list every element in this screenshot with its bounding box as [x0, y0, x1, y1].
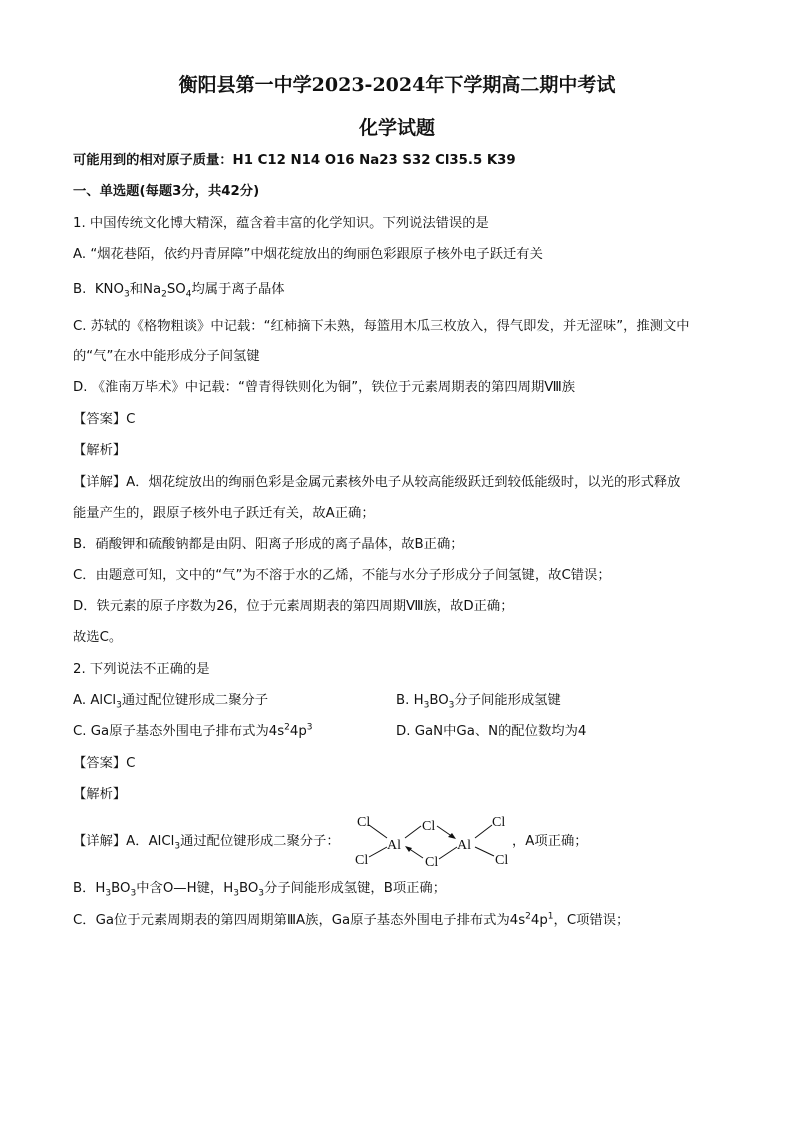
bond-al-cl-right-bottom — [475, 847, 494, 856]
q1-conclusion: 故选C。 — [73, 630, 123, 645]
q1-option-a: A. “烟花巷陌，依约丹青屏障”中烟花绽放出的绚丽色彩跟原子核外电子跃迁有关 — [73, 247, 543, 262]
bond-al-cl-right-top — [475, 825, 492, 838]
diagram-cl-top-left: Cl — [357, 815, 371, 830]
arrowhead-bottom — [405, 846, 412, 852]
q1-detail-d: D．铁元素的原子序数为26，位于元素周期表的第四周期Ⅷ族，故D正确； — [73, 599, 514, 614]
q2-detail-b: B．$H_3BO_3$中含O—H键，$H_3BO_3$分子间能形成氢键，B项正确； — [73, 881, 447, 899]
atomic-masses: 可能用到的相对原子质量：H1 C12 N14 O16 Na23 S32 Cl35.5 K39 — [73, 153, 516, 168]
q1-detail-b: B．硝酸钾和硫酸钠都是由阴、阳离子形成的离子晶体，故B正确； — [73, 537, 464, 552]
q2-stem: 2. 下列说法不正确的是 — [73, 662, 210, 677]
diagram-cl-top-right: Cl — [492, 815, 506, 830]
bond-al-cl-bridge-bottom-right — [439, 847, 457, 859]
diagram-al-left: Al — [387, 838, 401, 853]
q1-option-d: D. 《淮南万毕术》中记载：“曾青得铁则化为铜”，铁位于元素周期表的第四周期Ⅷ族 — [73, 380, 576, 395]
q1-detail-c: C．由题意可知，文中的“气”为不溶于水的乙烯，不能与水分子形成分子间氢键，故C错误； — [73, 568, 611, 583]
q1-detail-line1: 【详解】A．烟花绽放出的绚丽色彩是金属元素核外电子从较高能级跃迁到较低能级时，以光的形式释放 — [73, 475, 681, 490]
q2-option-c: C. Ga原子基态外围电子排布式为$4s^24p^3$ — [73, 722, 313, 739]
bond-cl-al-left-bottom — [369, 847, 387, 857]
q2-detail-c: C．Ga位于元素周期表的第四周期第ⅢA族，Ga原子基态外围电子排布式为$4s^24p^1$，C项错误； — [73, 911, 630, 928]
q2-option-a: A. AlCl$_3$通过配位键形成二聚分子 — [73, 693, 269, 711]
section-heading: 一、单选题(每题3分，共42分) — [73, 184, 260, 199]
q1-analysis-label: 【解析】 — [73, 443, 127, 458]
q2-detail-a-end: ，A项正确； — [512, 834, 588, 849]
q2-option-d: D. GaN中Ga、N的配位数均为4 — [396, 724, 587, 739]
diagram-cl-top-middle: Cl — [422, 819, 436, 834]
bond-al-cl-bridge-top-left — [405, 826, 421, 838]
q1-detail-line2: 能量产生的，跟原子核外电子跃迁有关，故A正确； — [73, 506, 375, 521]
bond-cl-al-left-top — [369, 825, 387, 838]
al2cl6-structure-diagram — [349, 811, 519, 869]
q1-stem: 1. 中国传统文化博大精深，蕴含着丰富的化学知识。下列说法错误的是 — [73, 216, 489, 231]
q1-option-c-line1: C. 苏轼的《格物粗谈》中记载：“红柿摘下未熟，每篮用木瓜三枚放入，得气即发，并无涩味”，推测文中 — [73, 319, 690, 334]
diagram-cl-bottom-right: Cl — [495, 853, 509, 868]
diagram-cl-bottom-left: Cl — [355, 853, 369, 868]
q1-option-b: B. $KNO_3$和$Na_2SO_4$均属于离子晶体 — [73, 282, 285, 300]
q2-option-b: B. $H_3BO_3$分子间能形成氢键 — [396, 693, 561, 711]
q1-answer: 【答案】C — [73, 412, 136, 427]
q1-option-c-line2: 的“气”在水中能形成分子间氢键 — [73, 349, 260, 364]
q2-analysis-label: 【解析】 — [73, 787, 127, 802]
page-subtitle: 化学试题 — [358, 117, 435, 139]
diagram-al-right: Al — [457, 838, 471, 853]
q2-detail-a: 【详解】A．AlCl$_3$通过配位键形成二聚分子： — [73, 834, 340, 852]
diagram-cl-bottom-middle: Cl — [425, 855, 439, 869]
page-title: 衡阳县第一中学2023-2024年下学期高二期中考试 — [178, 74, 616, 96]
q2-answer: 【答案】C — [73, 756, 136, 771]
